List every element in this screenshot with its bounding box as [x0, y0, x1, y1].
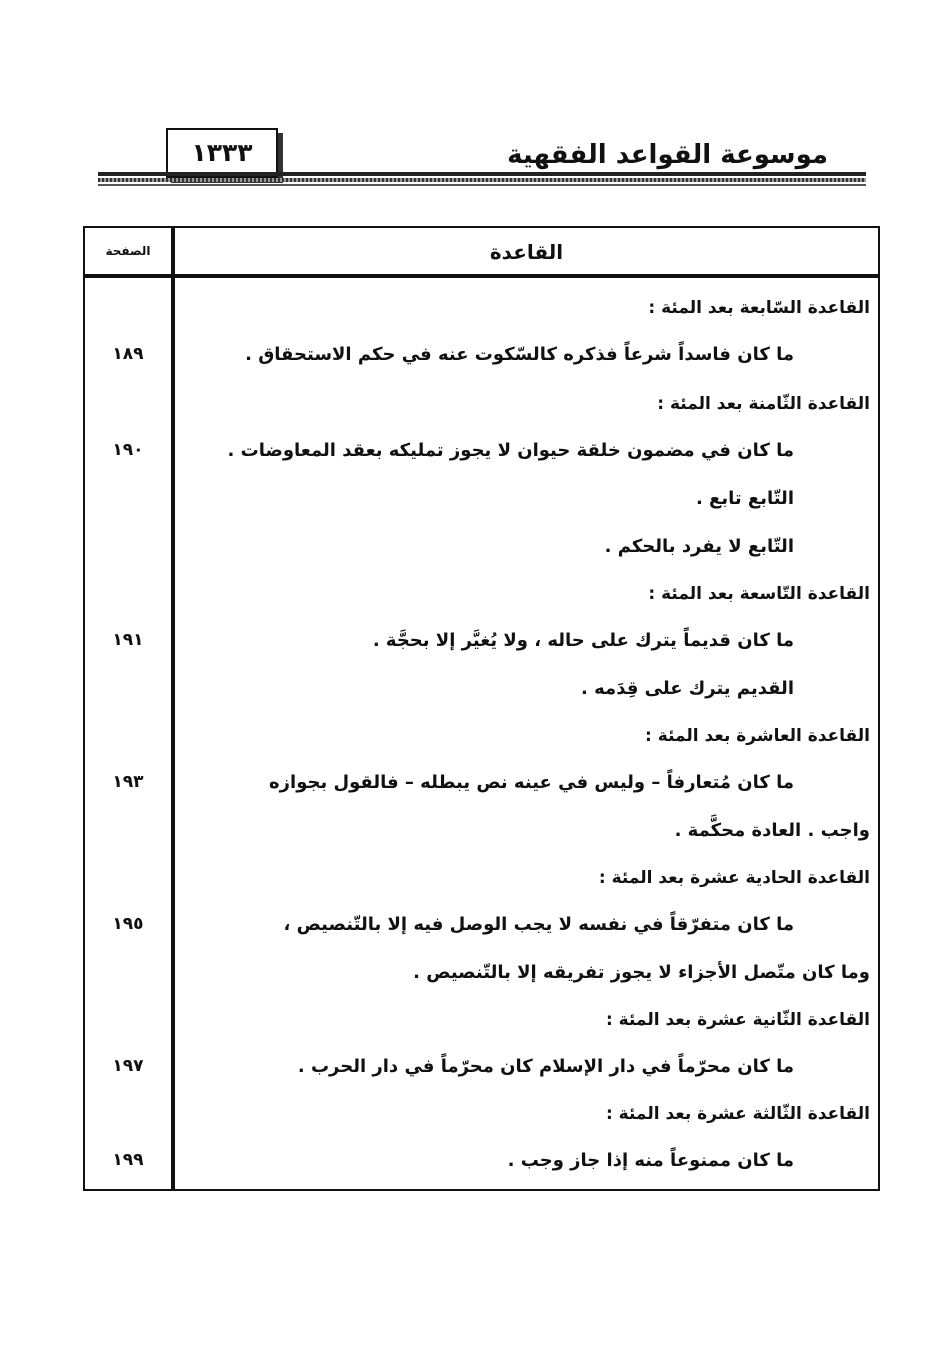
rule-text: ما كان قديماً يترك على حاله ، ولا يُغيَّر إلا بحجَّة .: [372, 630, 794, 651]
rule-title: القاعدة العاشرة بعد المئة :: [645, 726, 870, 746]
rule-text: ما كان مُتعارفاً – وليس في عينه نص يبطله – فالقول بجوازه: [269, 772, 794, 793]
header-rule-pattern: [98, 178, 866, 182]
rule-text: القديم يترك على قِدَمه .: [581, 678, 794, 699]
page-ref: ١٩١: [112, 630, 144, 650]
page-ref: ١٩٥: [112, 914, 144, 934]
column-divider: [171, 228, 175, 1189]
rule-text: التّابع لا يفرد بالحكم .: [604, 536, 794, 557]
page-ref: ١٨٩: [112, 344, 144, 364]
page-ref: ١٩٧: [112, 1056, 144, 1076]
header-rule: [98, 172, 866, 176]
rule-text: وما كان متّصل الأجزاء لا يجوز تفريقه إلا بالتّنصيص .: [413, 962, 870, 983]
running-header-title: موسوعة القواعد الفقهية: [507, 140, 828, 170]
page-number-box: ١٣٣٣: [166, 128, 278, 178]
column-header-page: الصفحة: [105, 244, 151, 258]
header-divider: [85, 274, 878, 278]
rule-text: ما كان محرّماً في دار الإسلام كان محرّماً في دار الحرب .: [297, 1056, 794, 1077]
rule-text: ما كان فاسداً شرعاً فذكره كالسّكوت عنه في حكم الاستحقاق .: [245, 344, 794, 365]
page-ref: ١٩٩: [112, 1150, 144, 1170]
rule-text: التّابع تابع .: [695, 488, 794, 509]
page-ref: ١٩٣: [112, 772, 144, 792]
header-rule-thin: [98, 184, 866, 186]
rule-title: القاعدة الثّانية عشرة بعد المئة :: [605, 1010, 870, 1030]
rule-text: ما كان متفرّقاً في نفسه لا يجب الوصل فيه إلا بالتّنصيص ،: [283, 914, 794, 935]
rules-table: [83, 226, 880, 1191]
rule-title: القاعدة التّاسعة بعد المئة :: [648, 584, 870, 604]
rule-title: القاعدة السّابعة بعد المئة :: [648, 298, 870, 318]
rule-text: ما كان في مضمون خلقة حيوان لا يجوز تمليكه بعقد المعاوضات .: [227, 440, 794, 461]
column-header-rule: القاعدة: [489, 240, 564, 264]
rule-text: ما كان ممنوعاً منه إذا جاز وجب .: [507, 1150, 794, 1171]
page-ref: ١٩٠: [112, 440, 144, 460]
rule-title: القاعدة الثّالثة عشرة بعد المئة :: [605, 1104, 870, 1124]
rule-title: القاعدة الثّامنة بعد المئة :: [657, 394, 870, 414]
rule-title: القاعدة الحادية عشرة بعد المئة :: [598, 868, 870, 888]
rule-text: واجب . العادة محكَّمة .: [674, 820, 870, 841]
